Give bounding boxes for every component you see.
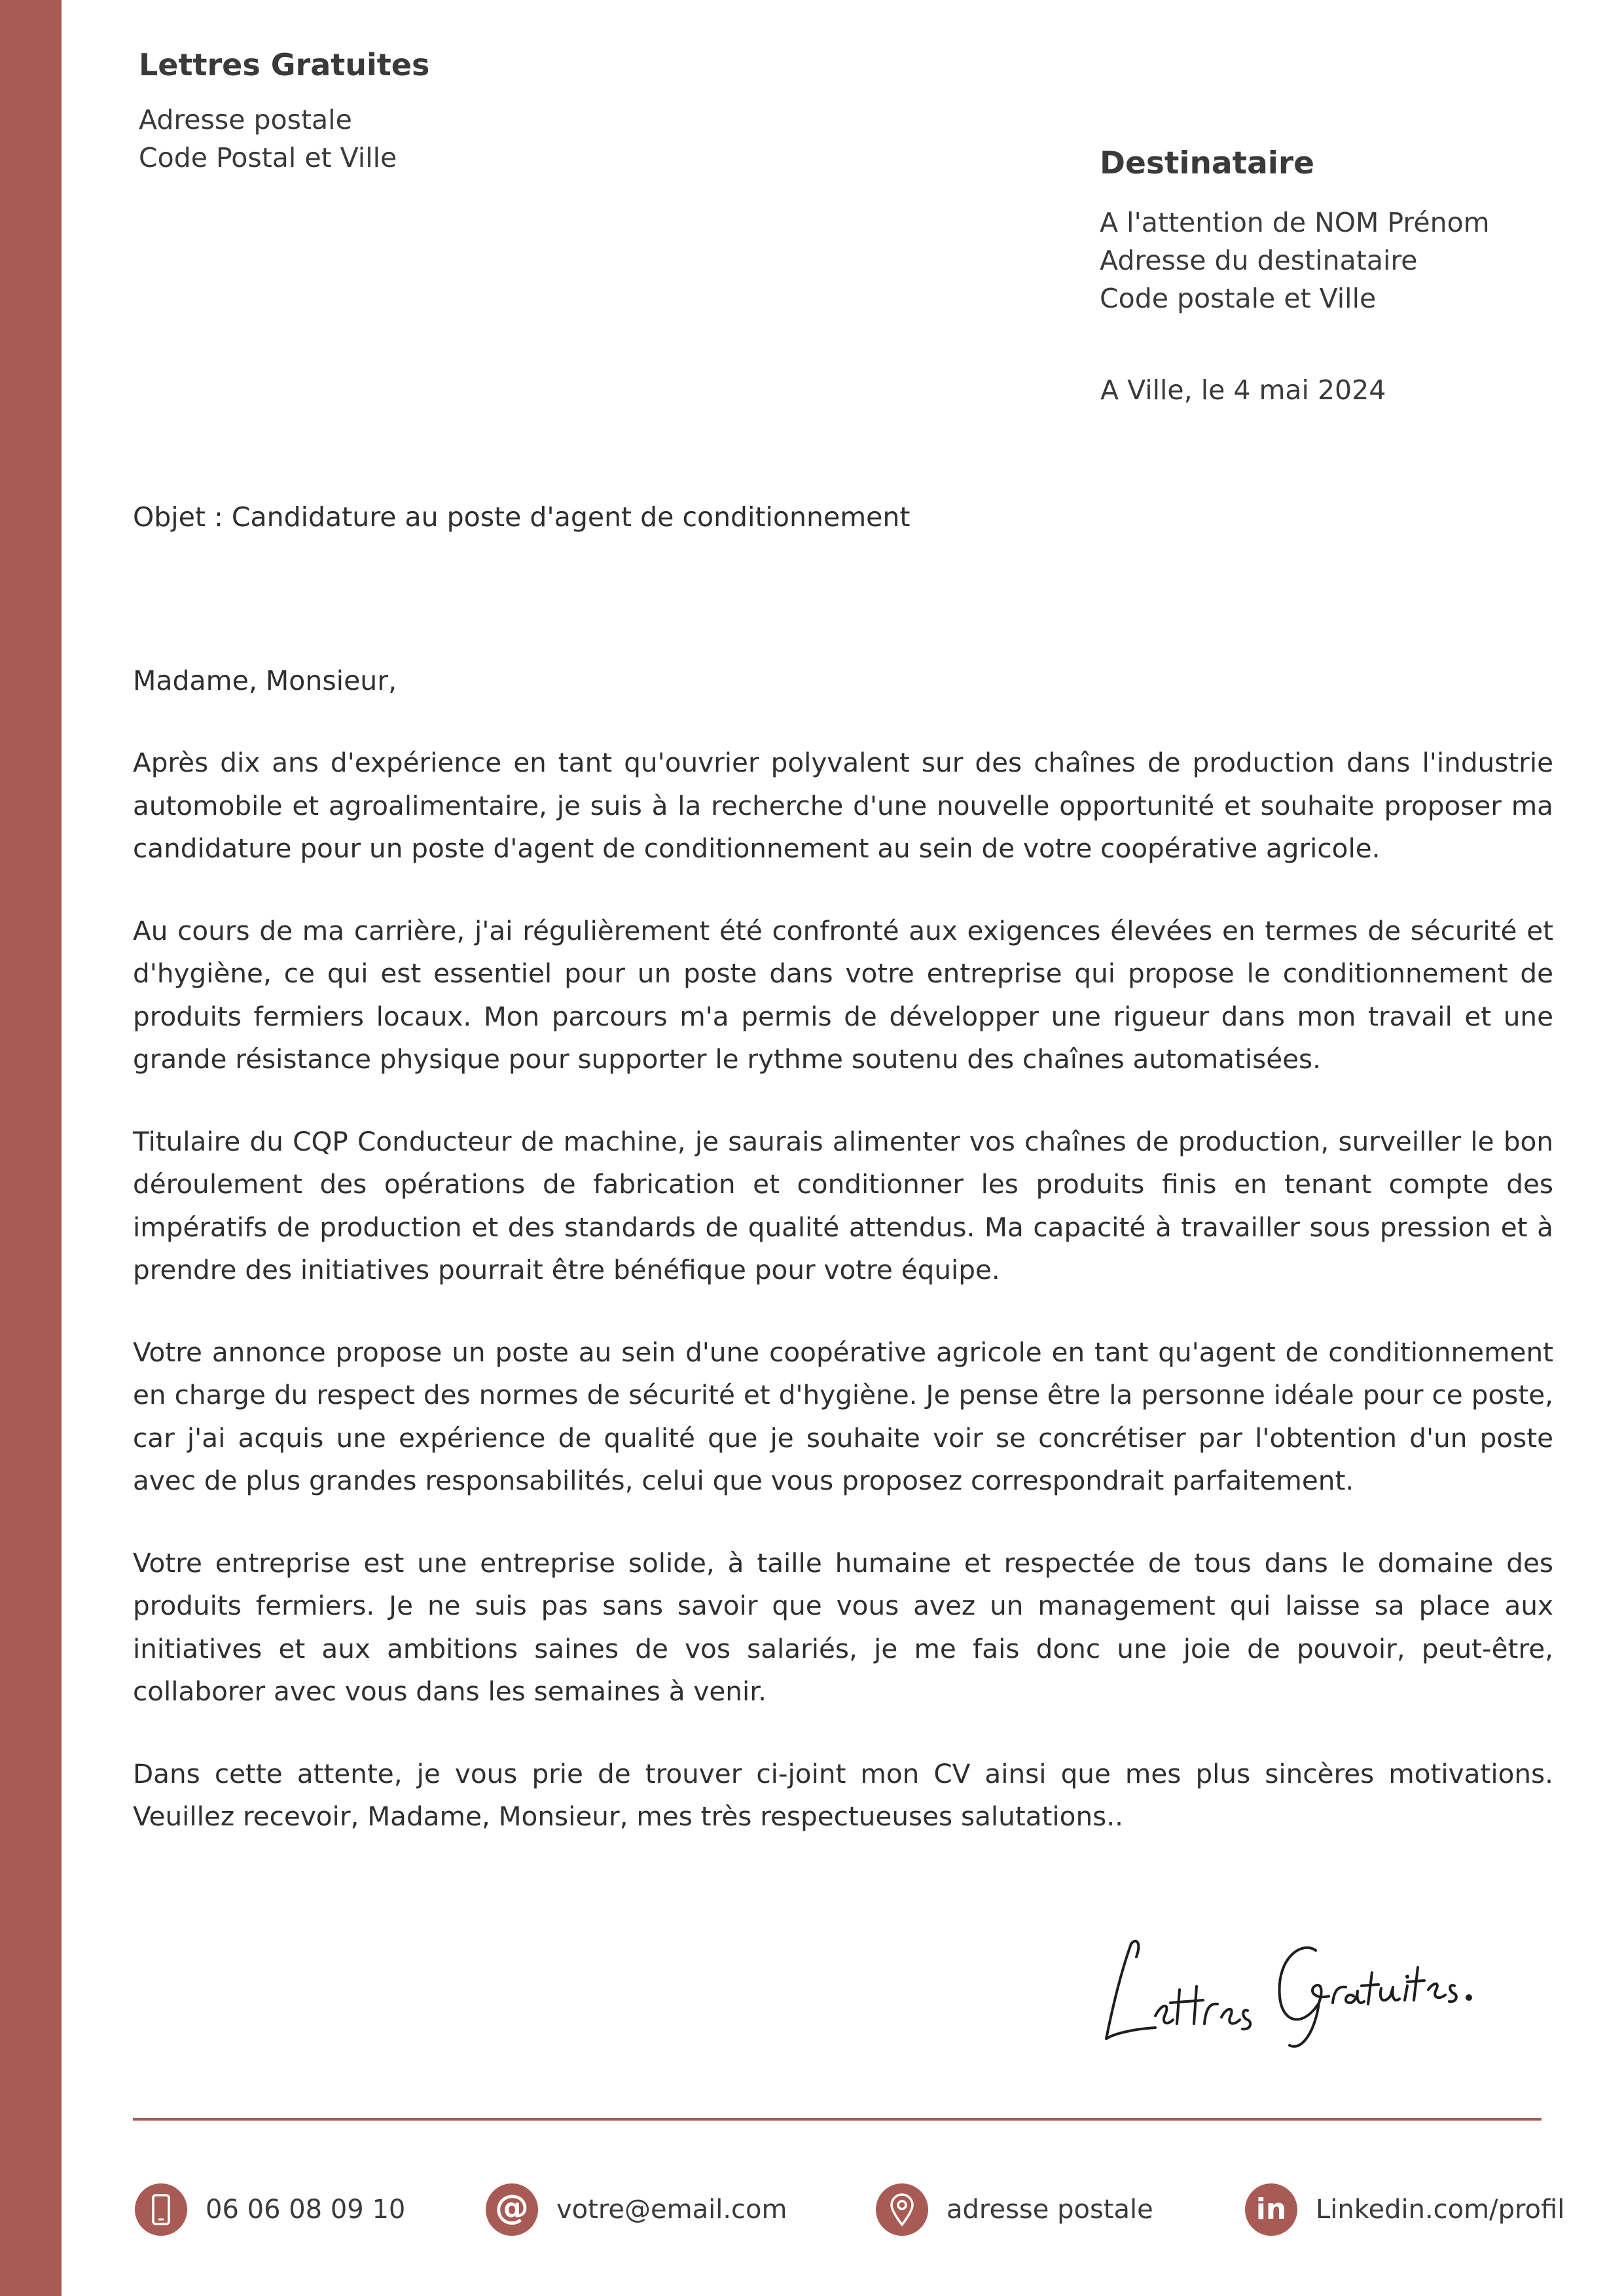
recipient-title: Destinataire: [1100, 145, 1314, 181]
footer-divider: [133, 2118, 1542, 2121]
footer-address: [876, 2183, 1153, 2236]
recipient-city: Code postale et Ville: [1100, 283, 1377, 314]
sender-name: Lettres Gratuites: [139, 47, 430, 82]
recipient-block: [1100, 145, 1490, 317]
sender-address-line1: Adresse postale: [139, 104, 352, 135]
sender-block: [139, 47, 429, 177]
handwritten-signature: [1093, 1905, 1486, 2062]
phone-icon: [135, 2183, 187, 2236]
accent-sidebar: [0, 0, 62, 2296]
at-icon: @: [486, 2183, 538, 2236]
letter-body: [133, 742, 1553, 1878]
recipient-address: Adresse du destinataire: [1100, 245, 1418, 276]
email-text: votre@email.com: [556, 2195, 787, 2225]
body-paragraph: Votre annonce propose un poste au sein d'une coopérative agricole en tant qu'agent de conditionnement en charge du respect des normes de sécurité et d'hygiène. Je pense être la personne idéale pour ce poste, car j'ai acquis une expérience de qualité que je souhaite voir se concrétiser par l'obtention d'un poste avec de plus grandes responsabilités, celui que vous proposez correspondrait parfaitement.: [133, 1336, 1553, 1496]
linkedin-text: Linkedin.com/profil: [1316, 2195, 1565, 2225]
footer-email: [486, 2183, 787, 2236]
body-paragraph: Après dix ans d'expérience en tant qu'ouvrier polyvalent sur des chaînes de production dans l'industrie automobile et agroalimentaire, je suis à la recherche d'une nouvelle opportunité et souhaite proposer ma candidature pour un poste d'agent de conditionnement au sein de votre coopérative agricole.: [133, 747, 1553, 864]
letter-date: A Ville, le 4 mai 2024: [1100, 374, 1386, 406]
footer-phone: [135, 2183, 405, 2236]
body-paragraph: Titulaire du CQP Conducteur de machine, je saurais alimenter vos chaînes de production, surveiller le bon déroulement des opérations de fabrication et conditionner les produits finis en tenant compte des impératifs de production et des standards de qualité attendus. Ma capacité à travailler sous pression et à prendre des initiatives pourrait être bénéfique pour votre équipe.: [133, 1125, 1553, 1285]
sender-address-line2: Code Postal et Ville: [139, 142, 397, 173]
phone-text: 06 06 08 09 10: [206, 2195, 406, 2225]
letter-subject: Objet : Candidature au poste d'agent de conditionnement: [133, 501, 911, 533]
body-paragraph: Votre entreprise est une entreprise solide, à taille humaine et respectée de tous dans le domaine des produits fermiers. Je ne suis pas sans savoir que vous avez un management qui laisse sa place aux initiatives et aux ambitions saines de vos salariés, je me fais donc une joie de pouvoir, peut-être, collaborer avec vous dans les semaines à venir.: [133, 1547, 1553, 1707]
linkedin-icon: in: [1245, 2183, 1297, 2236]
letter-salutation: Madame, Monsieur,: [133, 665, 397, 696]
recipient-attention: A l'attention de NOM Prénom: [1100, 207, 1490, 238]
footer-linkedin: [1245, 2183, 1564, 2236]
map-pin-icon: [876, 2183, 928, 2236]
body-paragraph: Dans cette attente, je vous prie de trouver ci-joint mon CV ainsi que mes plus sincères motivations. Veuillez recevoir, Madame, Monsieur, mes très respectueuses salutations..: [133, 1757, 1553, 1832]
body-paragraph: Au cours de ma carrière, j'ai régulièrement été confronté aux exigences élevées en termes de sécurité et d'hygiène, ce qui est essentiel pour un poste dans votre entreprise qui propose le conditionnement de produits fermiers locaux. Mon parcours m'a permis de développer une rigueur dans mon travail et une grande résistance physique pour supporter le rythme soutenu des chaînes automatisées.: [133, 914, 1553, 1075]
address-text: adresse postale: [947, 2195, 1153, 2225]
